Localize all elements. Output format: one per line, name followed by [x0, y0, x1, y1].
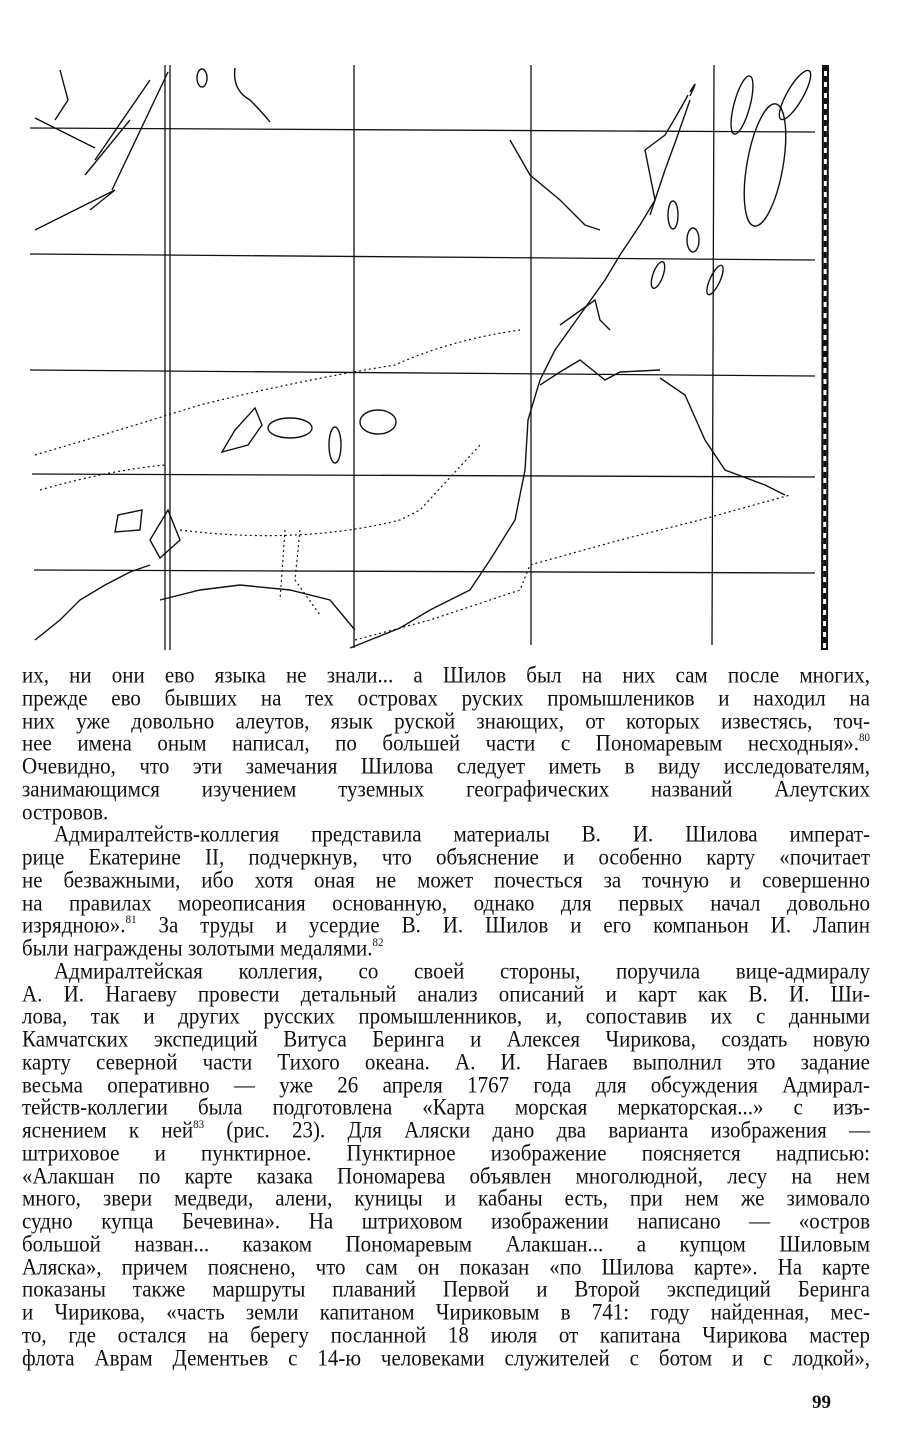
text-line	[22, 936, 870, 961]
footnote-reference: 83	[193, 1118, 205, 1132]
text-segment: них уже довольно алеутов, язык руской знающих, от которых известясь, точ-	[22, 707, 870, 734]
text-line	[22, 1346, 870, 1371]
text-segment: показаны также маршруты плаваний Первой и Второй экспедиций Беринга	[22, 1276, 870, 1303]
text-line	[22, 1209, 870, 1234]
text-line	[22, 868, 870, 893]
text-segment: их, ни они ево языка не знали... а Шилов был на них сам после многих,	[22, 662, 870, 688]
text-segment: были награждены золотыми медалями.	[22, 935, 373, 961]
text-line	[22, 686, 870, 711]
text-segment: на правилах мореописания основанную, однако для первых начал довольно	[22, 889, 870, 916]
text-segment: лова, так и других русских промышленников, и, сопоставив их с данными	[22, 1003, 870, 1030]
text-segment: и Чирикова, «часть земли капитаном Чириковым в 741: году найденная, мес-	[22, 1299, 870, 1325]
text-segment: карту северной части Тихого океана. А. И. Нагаев выполнил это задание	[22, 1048, 870, 1075]
text-segment: (рис. 23). Для Аляски дано два варианта изображения —	[204, 1117, 870, 1143]
map-coastlines	[35, 67, 816, 648]
text-line	[22, 1027, 870, 1052]
text-segment: Адмиралтейств-коллегия представила материалы В. И. Шилова императ-	[54, 821, 870, 848]
text-segment: Камчатских экспедиций Витуса Беринга и Алексея Чирикова, создать новую	[22, 1026, 870, 1052]
text-segment: яснением к ней	[22, 1117, 194, 1143]
footnote-reference: 82	[372, 936, 384, 950]
text-segment: рице Екатерине II, подчеркнув, что объяснение и особенно карту «почитает	[22, 844, 870, 870]
text-line	[22, 1300, 870, 1325]
text-segment: штриховое и пунктирное. Пунктирное изображение поясняется надписью:	[22, 1139, 870, 1166]
text-segment: Адмиралтейская коллегия, со своей стороны, поручила вице-адмиралу	[54, 957, 870, 984]
text-line	[22, 1141, 870, 1166]
text-segment: Очевидно, что эти замечания Шилова следует иметь в виду исследователям,	[22, 753, 870, 779]
text-line	[22, 777, 870, 802]
text-line	[22, 1118, 870, 1143]
text-segment: флота Аврам Дементьев с 14-ю человеками служителей с ботом и с лодкой»,	[22, 1344, 870, 1371]
map-border-scale	[822, 65, 828, 650]
text-segment: большой назван... казаком Пономаревым Алакшан... а купцом Шиловым	[22, 1230, 870, 1257]
text-line	[22, 663, 870, 688]
text-line	[22, 1050, 870, 1075]
text-segment: прежде ево бывших на тех островах руских промышлеников и находил на	[22, 684, 870, 711]
map-graticule	[30, 65, 815, 650]
page-number: 99	[812, 1392, 831, 1413]
text-segment: весьма оперативно — уже 26 апреля 1767 года для обсуждения Адмирал-	[22, 1071, 870, 1098]
text-line	[22, 754, 870, 779]
text-segment: За труды и усердие В. И. Шилов и его компаньон И. Лапин	[136, 912, 870, 939]
historical-map-figure	[0, 0, 902, 660]
text-segment: изрядною».	[22, 912, 126, 939]
text-segment: то, где остался на берегу посланной 18 июля от капитана Чирикова мастер	[22, 1321, 870, 1348]
text-segment: занимающимся изучением туземных географических названий Алеутских	[22, 775, 870, 802]
body-text	[22, 664, 870, 1369]
text-line	[22, 845, 870, 870]
text-segment: тейств-коллегии была подготовлена «Карта морская меркаторская...» с изъ-	[22, 1094, 870, 1121]
text-segment: «Алакшан по карте казака Пономарева объявлен многолюдной, лесу на нем	[22, 1162, 870, 1189]
text-segment: А. И. Нагаеву провести детальный анализ описаний и карт как В. И. Ши-	[22, 980, 870, 1007]
text-segment: не безважными, ибо хотя оная не может почесться за точную и совершенно	[22, 866, 870, 893]
text-segment: много, звери медведи, алени, куницы и кабаны есть, при нем же зимовало	[22, 1185, 870, 1212]
footnote-reference: 80	[859, 731, 870, 745]
text-line	[22, 1323, 870, 1348]
text-segment: судно купца Бечевина». На штриховом изображении написано — «остров	[22, 1208, 870, 1234]
text-line	[22, 959, 870, 984]
text-segment: Аляска», причем пояснено, что сам он показан «по Шилова карте». На карте	[22, 1253, 870, 1280]
map-routes	[35, 330, 790, 640]
text-segment: островов.	[22, 798, 109, 825]
text-line	[22, 1232, 870, 1257]
text-segment: нее имена оным написал, по большей части с Пономаревым несходныя».	[22, 730, 859, 757]
footnote-reference: 81	[125, 913, 137, 927]
